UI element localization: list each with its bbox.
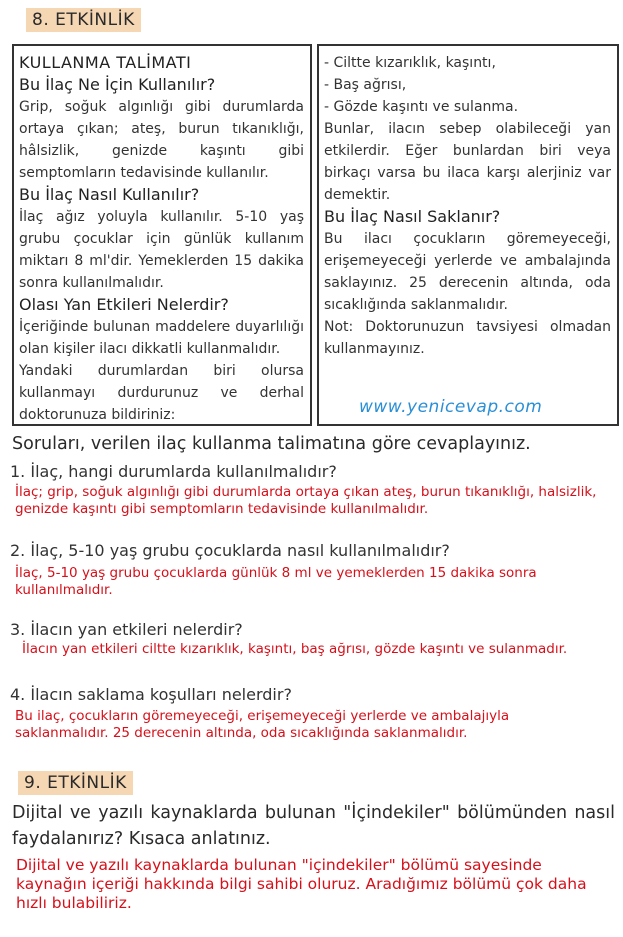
- activity-9-answer: Dijital ve yazılı kaynaklarda bulunan "içindekiler" bölümü sayesinde kaynağın içeriği hakkında bilgi sahibi oluruz. Aradığımız bölümü çok daha hızlı bulabiliriz.: [16, 856, 587, 912]
- storage-text: Bu ilacı çocukların göremeyeceği, erişemeyeceği yerlerde ve ambalajında saklayınız. 25 derecenin altında, oda sıcaklığında saklanmalıdır.: [324, 231, 611, 313]
- leaflet-left-box: [12, 44, 312, 426]
- question-2: 2. İlaç, 5-10 yaş grubu çocuklarda nasıl kullanılmalıdır?: [10, 541, 450, 560]
- instruction-text: Soruları, verilen ilaç kullanma talimatına göre cevaplayınız.: [12, 434, 531, 454]
- activity-8-badge: 8. ETKİNLİK: [26, 8, 141, 32]
- activity-9-badge: 9. ETKİNLİK: [18, 771, 133, 795]
- answer-4: Bu ilaç, çocukların göremeyeceği, erişemeyeceği yerlerde ve ambalajıyla saklanmalıdır. 25 derecenin altında, oda sıcaklığında saklanmalıdır.: [15, 708, 510, 741]
- section-heading-how-to-use: Bu İlaç Nasıl Kullanılır?: [19, 185, 200, 204]
- question-3: 3. İlacın yan etkileri nelerdir?: [10, 620, 243, 639]
- question-1: 1. İlaç, hangi durumlarda kullanılmalıdır?: [10, 462, 337, 481]
- how-to-use-text: İlaç ağız yoluyla kullanılır. 5-10 yaş grubu çocuklar için günlük kullanım miktarı 8 ml'dir. Yemeklerden 15 dakika sonra kullanılmalıdır.: [19, 209, 304, 291]
- answer-1: İlaç; grip, soğuk algınlığı gibi durumlarda ortaya çıkan ateş, burun tıkanıklığı, halsizlik, genizde kaşıntı gibi semptomların tedavisinde kullanılmalıdır.: [15, 484, 597, 517]
- leaflet-title: KULLANMA TALİMATI: [19, 53, 192, 72]
- watermark: www.yenicevap.com: [359, 397, 543, 417]
- side-effect-item: - Ciltte kızarıklık, kaşıntı,: [324, 55, 496, 71]
- activity-9-question: Dijital ve yazılı kaynaklarda bulunan "İçindekiler" bölümünden nasıl faydalanırız? Kısaca anlatınız.: [12, 803, 615, 849]
- side-effect-item: - Baş ağrısı,: [324, 77, 407, 93]
- side-effects-text: İçeriğinde bulunan maddelere duyarlılığı olan kişiler ilacı dikkatli kullanmalıdır.: [19, 319, 304, 357]
- section-heading-storage: Bu İlaç Nasıl Saklanır?: [324, 207, 501, 226]
- allergy-text: Bunlar, ilacın sebep olabileceği yan etkilerdir. Eğer bunlardan biri veya birkaçı varsa bu ilaca karşı alerjiniz var demektir.: [324, 121, 611, 203]
- section-heading-usage-purpose: Bu İlaç Ne İçin Kullanılır?: [19, 75, 216, 94]
- usage-purpose-text: Grip, soğuk algınlığı gibi durumlarda ortaya çıkan; ateş, burun tıkanıklığı, hâlsizlik, genizde kaşıntı gibi semptomların tedavisinde kullanılır.: [19, 99, 304, 181]
- question-4: 4. İlacın saklama koşulları nelerdir?: [10, 685, 292, 704]
- answer-2: İlaç, 5-10 yaş grubu çocuklarda günlük 8 ml ve yemeklerden 15 dakika sonra kullanılmalıdır.: [15, 565, 537, 598]
- leaflet-right-box: [317, 44, 619, 426]
- side-effect-item: - Gözde kaşıntı ve sulanma.: [324, 99, 519, 115]
- side-effects-warning-text: Yandaki durumlardan biri olursa kullanmayı durdurunuz ve derhal doktorunuza bildiriniz:: [19, 363, 304, 423]
- section-heading-side-effects: Olası Yan Etkileri Nelerdir?: [19, 295, 229, 314]
- answer-3: İlacın yan etkileri ciltte kızarıklık, kaşıntı, baş ağrısı, gözde kaşıntı ve sulanmadır.: [22, 641, 568, 657]
- note-text: Not: Doktorunuzun tavsiyesi olmadan kullanmayınız.: [324, 319, 611, 357]
